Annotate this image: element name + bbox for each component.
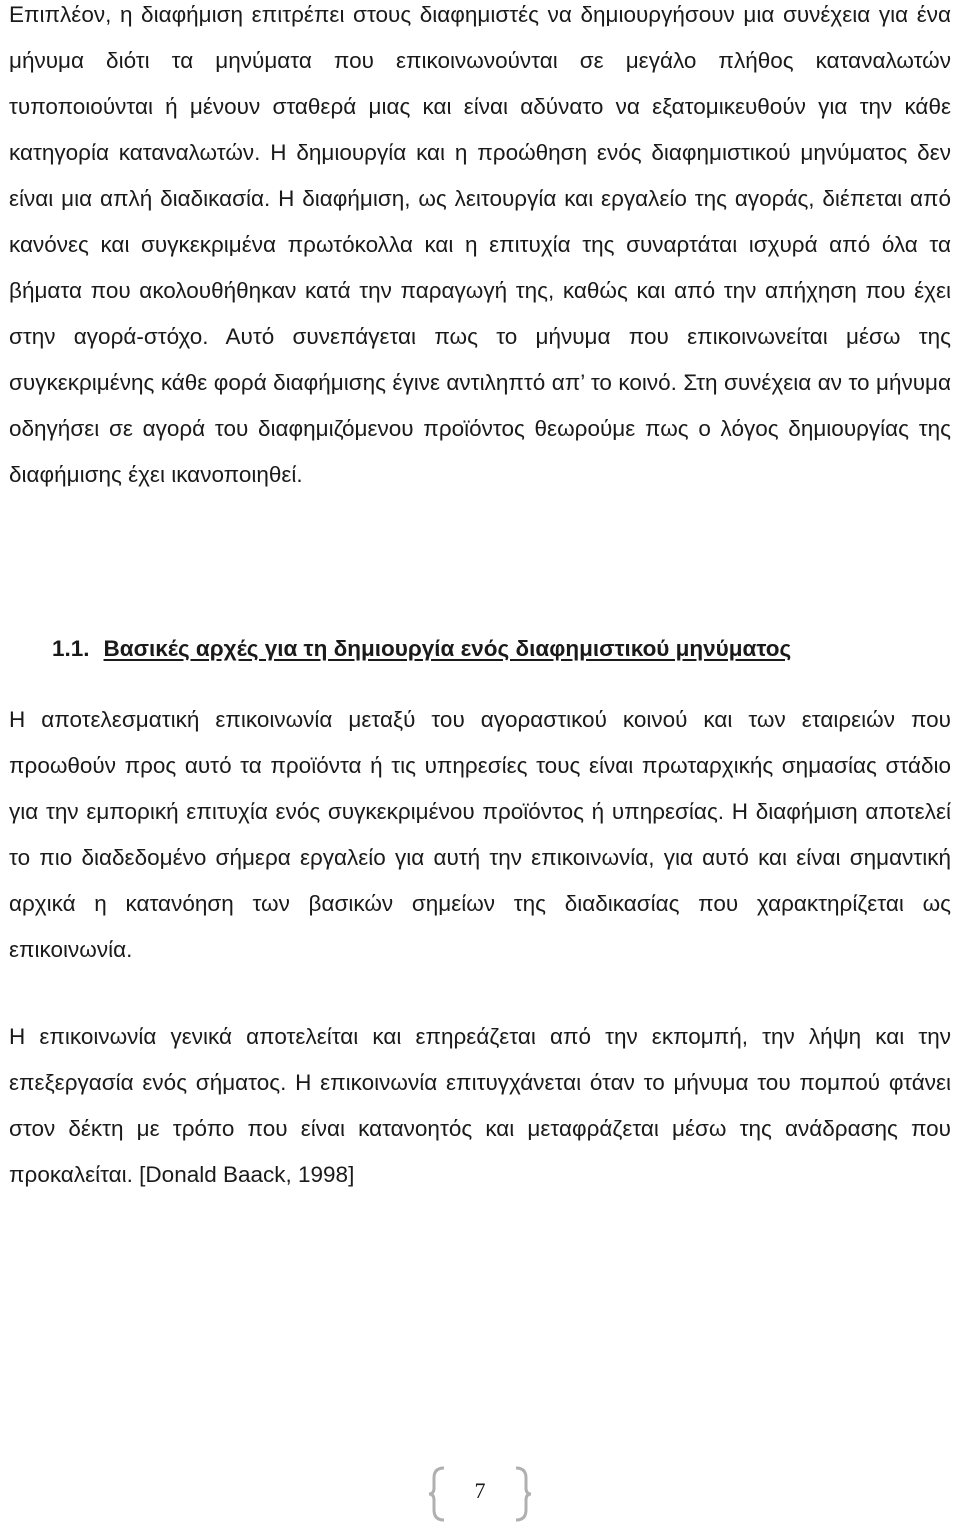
body-paragraph-2: Η αποτελεσματική επικοινωνία μεταξύ του αγοραστικού κοινού και των εταιρειών που προωθούν προς αυτό τα προϊόντα ή τις υπηρεσίες τους είναι πρωταρχικής σημασίας στάδιο για την εμπορική επιτυχία ενός συγκεκριμένου προϊόντος ή υπηρεσίας. Η διαφήμιση αποτελεί το πιο διαδεδομένο σήμερα εργαλείο για αυτή την επικοινωνία, για αυτό και είναι σημαντική αρχικά η κατανόηση των βασικών σημείων της διαδικασίας που χαρακτηρίζεται ως επικοινωνία. (9, 707, 951, 962)
section-heading (52, 626, 952, 672)
section-title: Βασικές αρχές για τη δημιουργία ενός διαφημιστικού μηνύματος (103, 636, 792, 661)
page-footer (428, 1466, 532, 1522)
body-paragraph-1: Επιπλέον, η διαφήμιση επιτρέπει στους διαφημιστές να δημιουργήσουν μια συνέχεια για ένα μήνυμα διότι τα μηνύματα που επικοινωνούνται σε μεγάλο πλήθος καταναλωτών τυποποιούνται ή μένουν σταθερά μιας και είναι αδύνατο να εξατομικευθούν για την κάθε κατηγορία καταναλωτών. Η δημιουργία και η προώθηση ενός διαφημιστικού μηνύματος δεν είναι μια απλή διαδικασία. Η διαφήμιση, ως λειτουργία και εργαλείο της αγοράς, διέπεται από κανόνες και συγκεκριμένα πρωτόκολλα και η επιτυχία της συναρτάται ισχυρά από όλα τα βήματα που ακολουθήθηκαν κατά την παραγωγή της, καθώς και από την απήχηση που έχει στην αγορά-στόχο. Αυτό συνεπάγεται πως το μήνυμα που επικοινωνείται μέσω της συγκεκριμένης κάθε φορά διαφήμισης έγινε αντιληπτό απ’ το κοινό. Στη συνέχεια αν το μήνυμα οδηγήσει σε αγορά του διαφημιζόμενου προϊόντος θεωρούμε πως ο λόγος δημιουργίας της διαφήμισης έχει ικανοποιηθεί. (9, 2, 951, 487)
page-number: 7 (474, 1478, 486, 1503)
body-paragraph-3: Η επικοινωνία γενικά αποτελείται και επηρεάζεται από την εκπομπή, την λήψη και την επεξεργασία ενός σήματος. Η επικοινωνία επιτυγχάνεται όταν το μήνυμα του πομπού φτάνει στον δέκτη με τρόπο που είναι κατανοητός και μεταφράζεται μέσω της ανάδρασης που προκαλείται. [Donald Baack, 1998] (9, 1024, 951, 1187)
section-number: 1.1. (52, 636, 90, 661)
